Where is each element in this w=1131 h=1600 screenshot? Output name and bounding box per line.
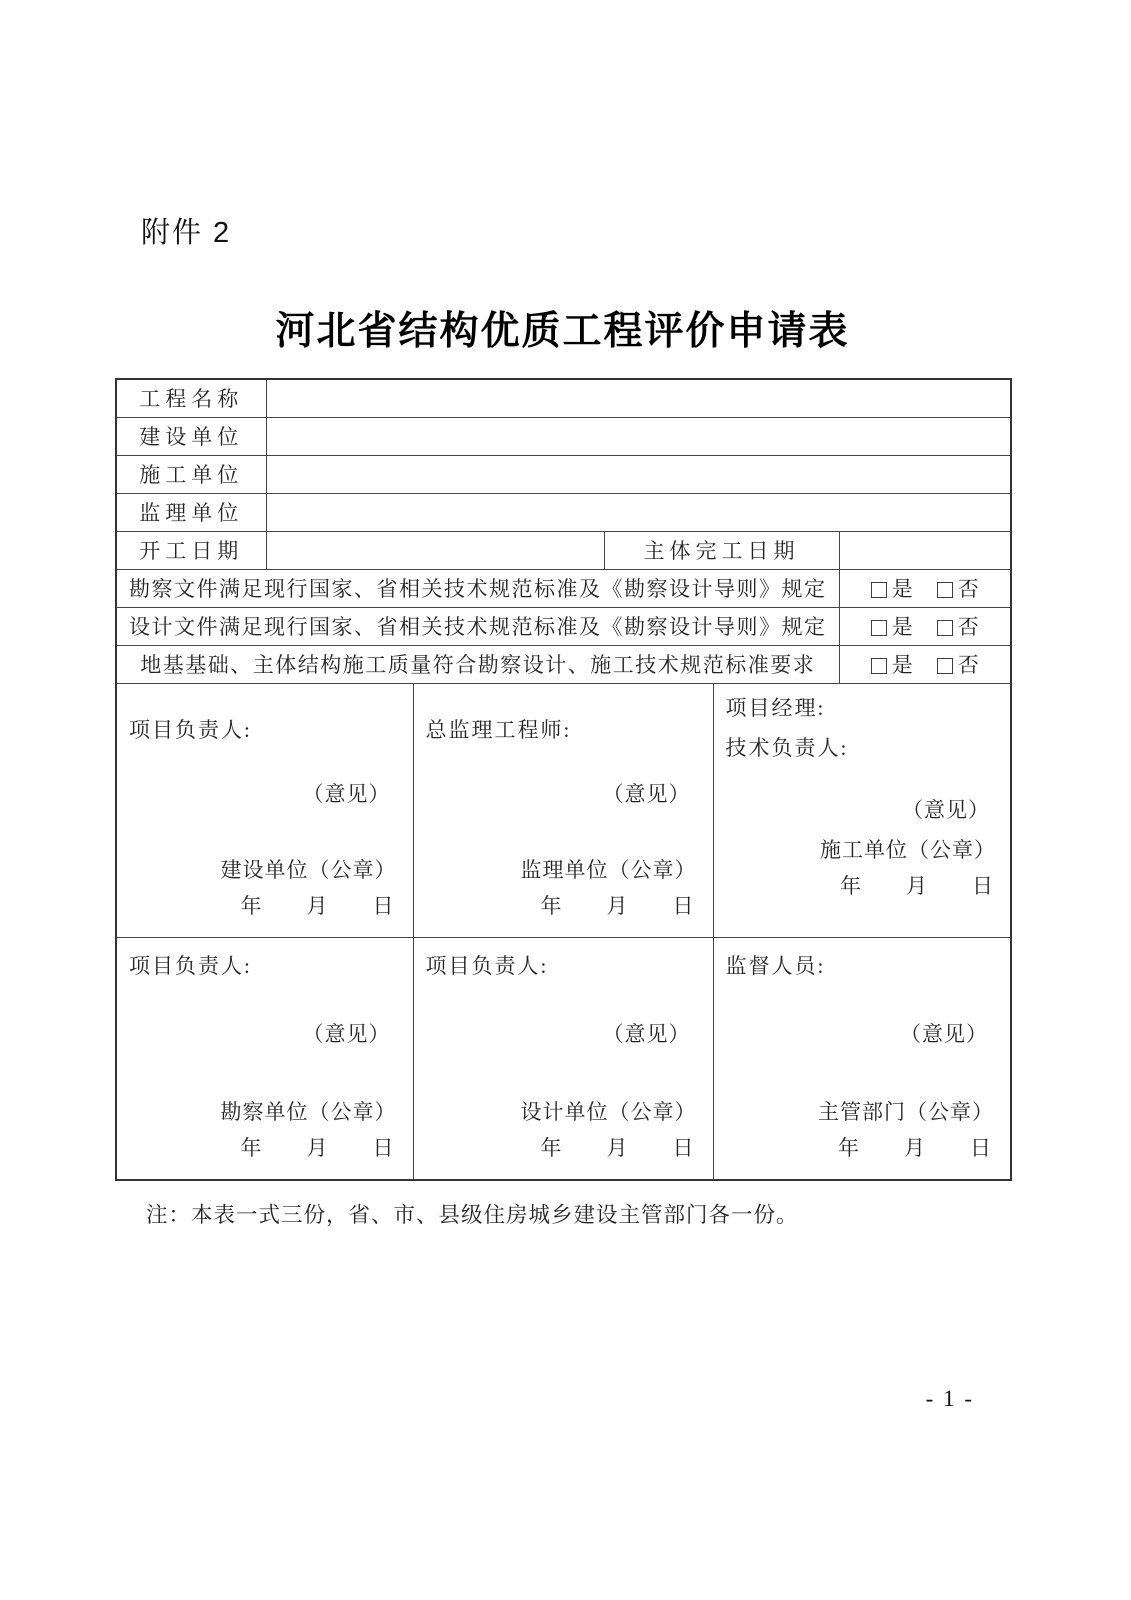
project-name-input-cell[interactable] bbox=[266, 379, 1011, 417]
application-form-table bbox=[115, 378, 1012, 1181]
project-name-label: 工程名称 bbox=[116, 379, 266, 417]
design-no-option[interactable] bbox=[937, 611, 979, 641]
footnote: 注：本表一式三份，省、市、县级住房城乡建设主管部门各一份。 bbox=[146, 1203, 799, 1227]
no-label: 否 bbox=[957, 653, 979, 677]
date-placeholder: 年 月 日 bbox=[840, 873, 995, 898]
page-title: 河北省结构优质工程评价申请表 bbox=[275, 310, 850, 353]
contractor-seal-label: 施工单位（公章） bbox=[820, 837, 997, 862]
no-label: 否 bbox=[957, 615, 979, 639]
table-row bbox=[116, 493, 1011, 531]
foundation-quality-answer-cell bbox=[839, 645, 1011, 683]
no-label: 否 bbox=[957, 577, 979, 601]
yes-checkbox[interactable] bbox=[871, 582, 887, 598]
table-row bbox=[116, 645, 1011, 683]
yes-checkbox[interactable] bbox=[871, 658, 887, 674]
table-row bbox=[116, 683, 1011, 937]
owner-seal-label: 建设单位（公章） bbox=[220, 857, 397, 882]
table-row bbox=[116, 937, 1011, 1180]
design-document-question: 设计文件满足现行国家、省相关技术规范标准及《勘察设计导则》规定 bbox=[116, 607, 839, 645]
design-yes-option[interactable] bbox=[871, 611, 913, 641]
opinion-placeholder: （意见） bbox=[602, 781, 691, 806]
table-row bbox=[116, 379, 1011, 417]
technical-director-label: 技术负责人: bbox=[725, 735, 849, 760]
construction-owner-input-cell[interactable] bbox=[266, 417, 1011, 455]
design-representative-label: 项目负责人: bbox=[425, 953, 549, 978]
date-placeholder: 年 月 日 bbox=[540, 1135, 695, 1160]
no-checkbox[interactable] bbox=[937, 658, 953, 674]
completion-date-input-cell[interactable] bbox=[839, 531, 1011, 569]
owner-representative-label: 项目负责人: bbox=[129, 717, 252, 742]
start-date-label: 开工日期 bbox=[116, 531, 266, 569]
opinion-placeholder: （意见） bbox=[900, 1021, 989, 1046]
survey-representative-label: 项目负责人: bbox=[129, 953, 252, 978]
opinion-placeholder: （意见） bbox=[902, 797, 991, 822]
foundation-yes-option[interactable] bbox=[871, 649, 913, 679]
yes-label: 是 bbox=[891, 653, 913, 677]
no-checkbox[interactable] bbox=[937, 582, 953, 598]
page-number: - 1 - bbox=[925, 1386, 974, 1411]
owner-signature-cell[interactable] bbox=[116, 683, 413, 937]
table-row bbox=[116, 607, 1011, 645]
survey-unit-signature-cell[interactable] bbox=[116, 937, 413, 1180]
date-placeholder: 年 月 日 bbox=[240, 893, 395, 918]
start-date-input-cell[interactable] bbox=[266, 531, 604, 569]
contractor-signature-cell[interactable] bbox=[713, 683, 1011, 937]
survey-document-question: 勘察文件满足现行国家、省相关技术规范标准及《勘察设计导则》规定 bbox=[116, 569, 839, 607]
date-placeholder: 年 月 日 bbox=[540, 893, 695, 918]
date-placeholder: 年 月 日 bbox=[240, 1135, 395, 1160]
supervision-seal-label: 监理单位（公章） bbox=[520, 857, 697, 882]
table-row bbox=[116, 455, 1011, 493]
opinion-placeholder: （意见） bbox=[302, 781, 391, 806]
design-unit-signature-cell[interactable] bbox=[413, 937, 713, 1180]
survey-document-answer-cell bbox=[839, 569, 1011, 607]
foundation-no-option[interactable] bbox=[937, 649, 979, 679]
date-placeholder: 年 月 日 bbox=[838, 1135, 993, 1160]
contractor-label: 施工单位 bbox=[116, 455, 266, 493]
survey-no-option[interactable] bbox=[937, 573, 979, 603]
supervisory-personnel-label: 监督人员: bbox=[725, 953, 826, 978]
completion-date-label: 主体完工日期 bbox=[604, 531, 839, 569]
opinion-placeholder: （意见） bbox=[602, 1021, 691, 1046]
design-seal-label: 设计单位（公章） bbox=[520, 1099, 697, 1124]
authority-signature-cell[interactable] bbox=[713, 937, 1011, 1180]
foundation-quality-question: 地基基础、主体结构施工质量符合勘察设计、施工技术规范标准要求 bbox=[116, 645, 839, 683]
survey-seal-label: 勘察单位（公章） bbox=[220, 1099, 397, 1124]
survey-yes-option[interactable] bbox=[871, 573, 913, 603]
supervisor-label: 监理单位 bbox=[116, 493, 266, 531]
supervision-signature-cell[interactable] bbox=[413, 683, 713, 937]
project-manager-label: 项目经理: bbox=[725, 695, 826, 720]
no-checkbox[interactable] bbox=[937, 620, 953, 636]
attachment-label: 附件 2 bbox=[141, 217, 232, 249]
construction-owner-label: 建设单位 bbox=[116, 417, 266, 455]
contractor-input-cell[interactable] bbox=[266, 455, 1011, 493]
yes-checkbox[interactable] bbox=[871, 620, 887, 636]
design-document-answer-cell bbox=[839, 607, 1011, 645]
table-row bbox=[116, 417, 1011, 455]
supervisor-input-cell[interactable] bbox=[266, 493, 1011, 531]
authority-seal-label: 主管部门（公章） bbox=[818, 1099, 995, 1124]
yes-label: 是 bbox=[891, 615, 913, 639]
chief-supervision-engineer-label: 总监理工程师: bbox=[425, 717, 572, 742]
yes-label: 是 bbox=[891, 577, 913, 601]
table-row bbox=[116, 569, 1011, 607]
table-row bbox=[116, 531, 1011, 569]
opinion-placeholder: （意见） bbox=[302, 1021, 391, 1046]
